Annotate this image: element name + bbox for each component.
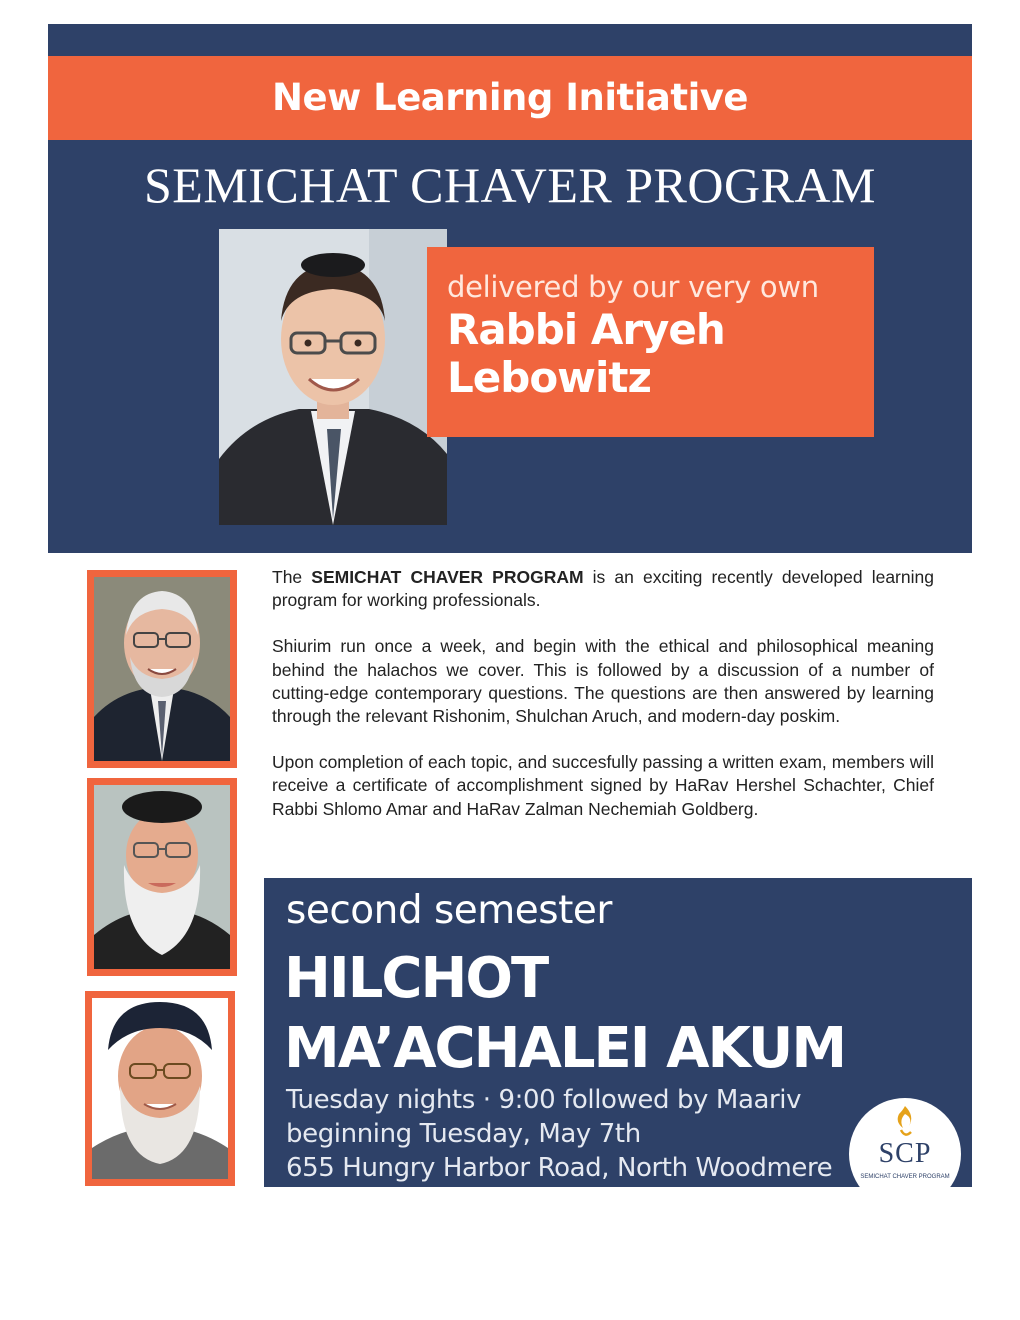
description-paragraph-3: Upon completion of each topic, and succesfully passing a written exam, members will receive a certificate of accomplishment signed by HaRav Hershel Schachter, Chief Rabbi Shlomo Amar and HaRav Zalman Nechemiah Goldberg. — [272, 752, 934, 819]
signatory-photo-1 — [87, 570, 237, 768]
rabbi-portrait-illustration — [92, 998, 228, 1179]
flame-icon — [893, 1104, 917, 1140]
presenter-name: Rabbi Aryeh Lebowitz — [447, 305, 725, 402]
description-paragraph-1 — [272, 566, 934, 612]
rabbi-portrait-illustration — [94, 577, 230, 761]
program-title: SEMICHAT CHAVER PROGRAM — [143, 157, 877, 213]
p1-suffix: is an exciting recently developed learning program for working professionals. — [272, 567, 934, 611]
schedule-text: Tuesday nights · 9:00 followed by Maariv — [286, 1085, 802, 1115]
p1-prefix: The — [272, 567, 312, 587]
presenter-photo — [219, 229, 447, 525]
p1-program-name: SEMICHAT CHAVER PROGRAM — [311, 567, 584, 587]
scp-logo — [849, 1098, 961, 1210]
topic-line-1: HILCHOT — [284, 946, 548, 1011]
presenter-intro: delivered by our very own — [447, 270, 819, 304]
start-date-text: beginning Tuesday, May 7th — [286, 1119, 641, 1149]
logo-tagline: SEMICHAT CHAVER PROGRAM — [860, 1174, 950, 1180]
signatory-photo-2 — [87, 778, 237, 976]
logo-letters: SCP — [878, 1138, 932, 1169]
address-text: 655 Hungry Harbor Road, North Woodmere — [286, 1153, 833, 1183]
presenter-portrait-illustration — [219, 229, 447, 525]
signatory-photo-3 — [85, 991, 235, 1186]
semester-label: second semester — [286, 888, 612, 933]
description-paragraph-2: Shiurim run once a week, and begin with the ethical and philosophical meaning behind the halachos we cover. This is followed by a discussion of a number of cutting-edge contemporary questions. The questions are then answered by learning through the relevant Rishonim, Shulchan Aruch, and modern-day poskim. — [272, 636, 934, 727]
initiative-heading: New Learning Initiative — [272, 76, 748, 119]
program-description — [272, 566, 934, 844]
topic-line-2: MA’ACHALEI AKUM — [284, 1016, 846, 1081]
rabbi-portrait-illustration — [94, 785, 230, 969]
